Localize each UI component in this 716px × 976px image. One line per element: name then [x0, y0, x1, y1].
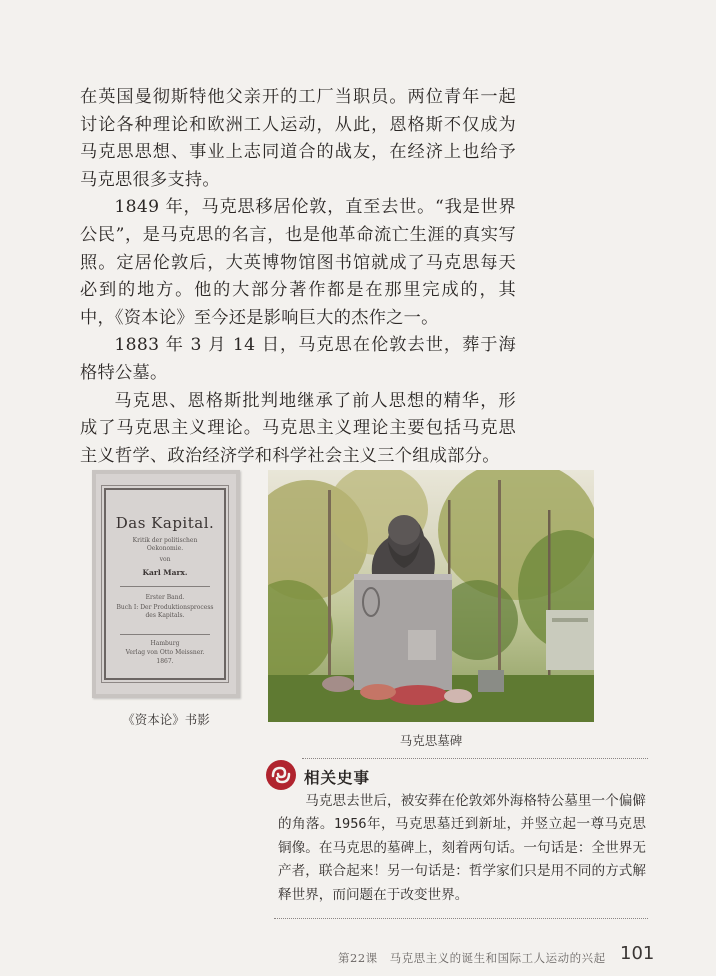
- paragraph: 在英国曼彻斯特他父亲开的工厂当职员。两位青年一起讨论各种理论和欧洲工人运动，从此，恩格斯不仅成为马克思思想、事业上志同道合的战友，在经济上也给予马克思很多支持。: [80, 87, 516, 190]
- kapital-caption: 《资本论》书影: [122, 712, 210, 727]
- divider: [120, 586, 210, 587]
- related-title: 相关史事: [304, 769, 371, 787]
- page-number: 101: [620, 943, 655, 964]
- dotted-divider: [274, 918, 648, 919]
- book-year: 1867.: [156, 658, 174, 665]
- book-author: Karl Marx.: [142, 568, 188, 577]
- book-volume: Erster Band.: [145, 594, 185, 601]
- lesson-footer: 第22课 马克思主义的诞生和国际工人运动的兴起: [338, 951, 606, 965]
- body-text: [80, 84, 516, 470]
- book-subtitle: Kritik der politischen Oekonomie.: [132, 537, 198, 552]
- tomb-caption: 马克思墓碑: [399, 733, 463, 748]
- book-by: von: [159, 556, 171, 563]
- related-text: 马克思去世后，被安葬在伦敦郊外海格特公墓里一个偏僻的角落。1956年，马克思墓迁到新址，并竖立起一尊马克思铜像。在马克思的墓碑上，刻着两句话。一句话是：全世界无产者，联合起来！另一句话是：哲学家们只是用不同的方式解释世界，而问题在于改变世界。: [278, 793, 646, 903]
- book-volume-sub: Buch I: Der Produktionsprocess des Kapitals.: [116, 604, 214, 619]
- spiral-logo-icon: [264, 759, 298, 791]
- paragraph: 马克思、恩格斯批判地继承了前人思想的精华，形成了马克思主义理论。马克思主义理论主要包括马克思主义哲学、政治经济学和科学社会主义三个组成部分。: [80, 390, 516, 466]
- paragraph: 1849 年，马克思移居伦敦，直至去世。“我是世界公民”，是马克思的名言，也是他革命流亡生涯的真实写照。定居伦敦后，大英博物馆图书馆就成了马克思每天必到的地方。他的大部分著作都是在那里完成的，其中，《资本论》至今还是影响巨大的杰作之一。: [80, 197, 516, 328]
- title-page: [96, 474, 236, 694]
- book-city: Hamburg: [150, 640, 180, 647]
- divider: [120, 634, 210, 635]
- ornamental-frame: [104, 488, 226, 680]
- book-title: Das Kapital.: [115, 514, 215, 532]
- related-history-box: [262, 754, 648, 924]
- book-publisher: Verlag von Otto Meissner.: [125, 649, 205, 656]
- marx-tomb-photo: [268, 470, 594, 722]
- tomb-illustration: [268, 470, 594, 722]
- das-kapital-image: [92, 470, 240, 698]
- dotted-divider: [302, 758, 648, 759]
- paragraph: 1883 年 3 月 14 日，马克思在伦敦去世，葬于海格特公墓。: [80, 335, 516, 383]
